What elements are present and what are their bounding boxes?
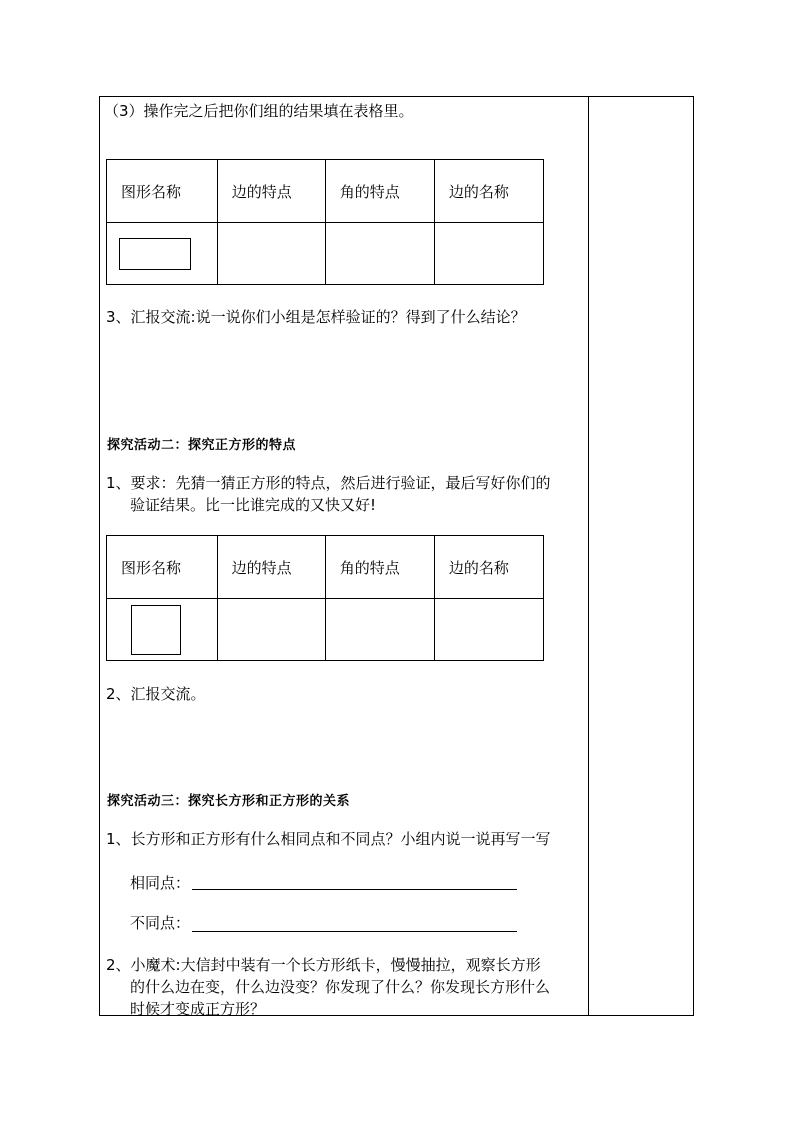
diff-label: 不同点： — [130, 914, 191, 932]
header-side-feature: 边的特点 — [217, 536, 325, 599]
same-label: 相同点： — [130, 874, 191, 892]
requirement-line1: 1、要求：先猜一猜正方形的特点，然后进行验证，最后写好你们的 — [106, 474, 551, 492]
square-shape — [131, 605, 181, 655]
header-shape-name: 图形名称 — [107, 160, 218, 223]
answer-cell[interactable] — [434, 223, 543, 285]
answer-cell[interactable] — [325, 599, 434, 661]
answer-cell[interactable] — [217, 223, 325, 285]
question2-line2: 的什么边在变，什么边没变？你发现了什么？你发现长方形什么 — [130, 978, 551, 996]
square-table — [106, 535, 544, 661]
answer-cell[interactable] — [217, 599, 325, 661]
report-question: 3、汇报交流:说一说你们小组是怎样验证的？得到了什么结论？ — [106, 308, 526, 326]
header-angle-feature: 角的特点 — [325, 160, 434, 223]
diff-answer-line[interactable] — [192, 931, 517, 932]
shape-cell — [107, 599, 218, 661]
activity3-heading: 探究活动三：探究长方形和正方形的关系 — [107, 794, 351, 809]
step3-instruction: （3）操作完之后把你们组的结果填在表格里。 — [104, 102, 414, 120]
question1: 1、长方形和正方形有什么相同点和不同点？小组内说一说再写一写 — [106, 830, 551, 848]
question2-line1: 2、小魔术:大信封中装有一个长方形纸卡，慢慢抽拉，观察长方形 — [106, 956, 541, 974]
report-exchange: 2、汇报交流。 — [106, 685, 206, 703]
rectangle-shape — [119, 238, 191, 270]
requirement-line2: 验证结果。比一比谁完成的又快又好! — [130, 496, 377, 514]
shape-cell — [107, 223, 218, 285]
activity2-heading: 探究活动二：探究正方形的特点 — [107, 438, 297, 453]
header-side-name: 边的名称 — [434, 160, 543, 223]
header-side-feature: 边的特点 — [217, 160, 325, 223]
answer-cell[interactable] — [325, 223, 434, 285]
header-side-name: 边的名称 — [434, 536, 543, 599]
question2-line3: 时候才变成正方形？ — [130, 1000, 266, 1018]
same-answer-line[interactable] — [192, 889, 517, 890]
header-shape-name: 图形名称 — [107, 536, 218, 599]
header-angle-feature: 角的特点 — [325, 536, 434, 599]
answer-cell[interactable] — [434, 599, 543, 661]
column-divider — [588, 96, 589, 1016]
rectangle-table — [106, 159, 544, 285]
